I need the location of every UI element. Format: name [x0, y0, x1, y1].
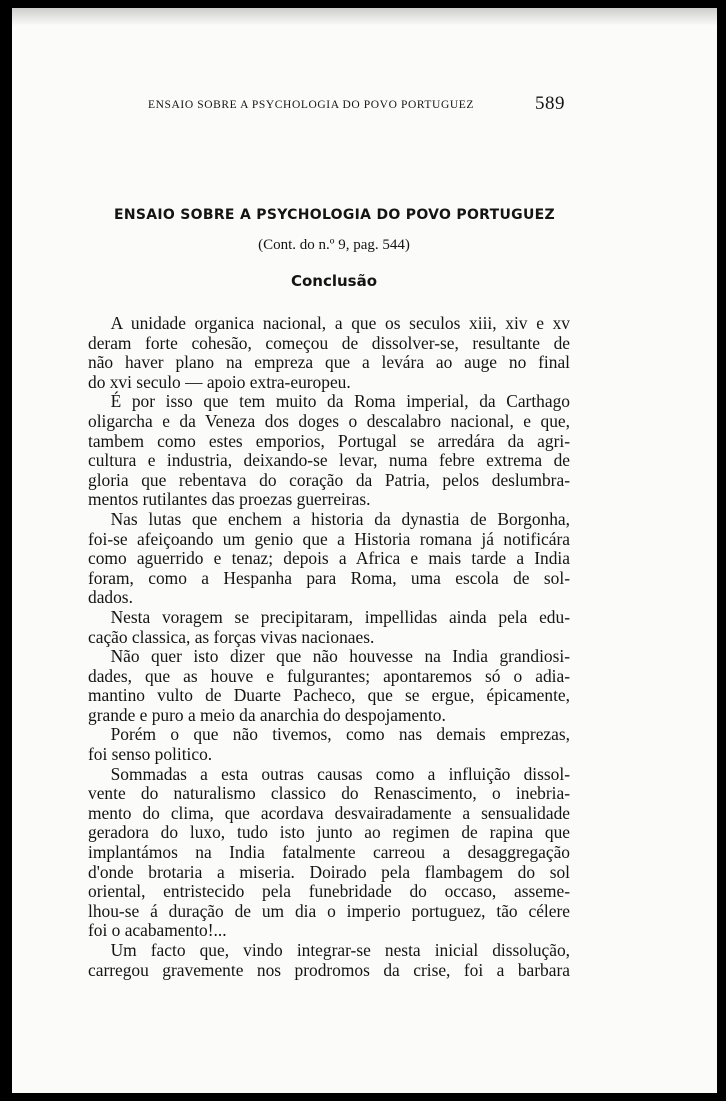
- text-line: oriental, entristecido pela funebridade do occaso, asseme-: [88, 881, 570, 902]
- scan-shadow: [12, 8, 717, 26]
- text-line: Porém o que não tivemos, como nas demais emprezas,: [110, 724, 570, 745]
- text-line: não haver plano na empreza que a levára ao auge no final: [88, 352, 570, 373]
- text-line: geradora do luxo, tudo isto junto ao regimen de rapina que: [88, 822, 570, 843]
- text-line: cação classica, as forças vivas nacionaes.: [88, 626, 375, 647]
- text-line: do xvi seculo — apoio extra-europeu.: [88, 371, 351, 392]
- section-heading: Conclusão: [290, 272, 378, 290]
- text-line: Sommadas a esta outras causas como a influição dissol-: [110, 763, 570, 784]
- text-line: mentos rutilantes das proezas guerreiras.: [88, 489, 371, 510]
- body-text: [88, 314, 570, 980]
- text-line: Nas lutas que enchem a historia da dynastia de Borgonha,: [110, 508, 570, 529]
- text-line: dados.: [88, 587, 133, 608]
- text-line: oligarcha e da Veneza dos doges o descalabro nacional, e que,: [88, 410, 570, 431]
- text-line: mento do clima, que acordava desvairadamente a sensualidade: [88, 802, 570, 823]
- continuation-note: (Cont. do n.º 9, pag. 544): [258, 237, 410, 253]
- text-line: d'onde brotaria a miseria. Doirado pela flambagem do sol: [88, 861, 570, 882]
- text-line: carregou gravemente nos prodromos da crise, foi a barbara: [88, 959, 570, 980]
- text-line: foi-se afeiçoando um genio que a Historia romana já notificára: [88, 528, 570, 549]
- running-head: ENSAIO SOBRE A PSYCHOLOGIA DO POVO PORTUGUEZ: [148, 99, 475, 111]
- text-line: Um facto que, vindo integrar-se nesta inicial dissolução,: [110, 940, 570, 960]
- text-line: dades, que as houve e fulgurantes; apontaremos só o adia-: [88, 665, 570, 686]
- text-line: Não quer isto dizer que não houvesse na India grandiosi-: [110, 646, 570, 667]
- text-line: Nesta voragem se precipitaram, impellidas ainda pela edu-: [110, 606, 570, 627]
- text-line: mantino vulto de Duarte Pacheco, que se ergue, épicamente,: [88, 685, 570, 706]
- text-line: A unidade organica nacional, a que os seculos xiii, xiv e xv: [110, 313, 570, 333]
- document-page: [12, 8, 717, 1093]
- text-line: vente do naturalismo classico do Renascimento, o inebria-: [88, 783, 570, 804]
- text-line: foram, como a Hespanha para Roma, uma escola de sol-: [88, 567, 570, 588]
- text-line: como aguerrido e tenaz; depois a Africa e mais tarde a India: [88, 548, 570, 569]
- text-line: tambem como estes emporios, Portugal se arredára da agri-: [88, 430, 570, 451]
- text-line: deram forte cohesão, começou de dissolver-se, resultante de: [88, 332, 570, 353]
- text-line: foi senso politico.: [88, 744, 213, 765]
- text-line: É por isso que tem muito da Roma imperial, da Carthago: [110, 391, 570, 412]
- text-line: grande e puro a meio da anarchia do despojamento.: [88, 704, 446, 725]
- text-line: gloria que rebentava do coração da Patria, pelos deslumbra-: [88, 469, 570, 490]
- text-line: implantámos na India fatalmente carreou a desaggregação: [88, 842, 570, 863]
- text-line: lhou-se á duração de um dia o imperio portuguez, tão célere: [88, 900, 570, 921]
- text-line: foi o acabamento!...: [88, 920, 227, 941]
- text-line: cultura e industria, deixando-se levar, numa febre extrema de: [88, 450, 570, 471]
- page-number: 589: [535, 93, 565, 114]
- article-title: ENSAIO SOBRE A PSYCHOLOGIA DO POVO PORTUGUEZ: [114, 207, 555, 223]
